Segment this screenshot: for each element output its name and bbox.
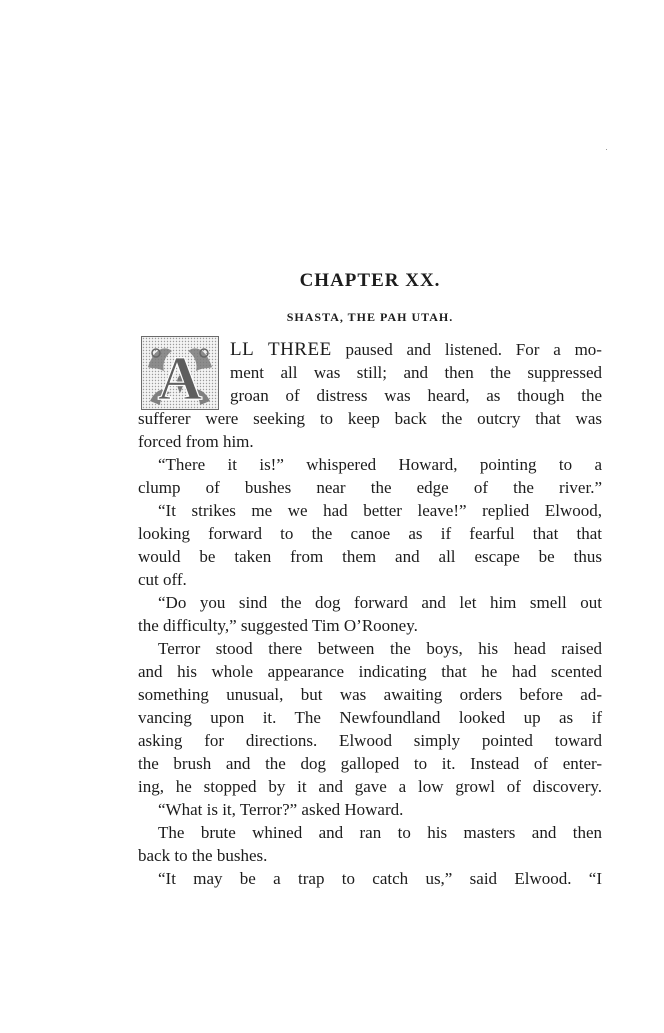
text-line: asking for directions. Elwood simply pointed toward [138,731,602,750]
text-line: forced from him. [138,432,254,451]
chapter-subtitle: SHASTA, THE PAH UTAH. [286,310,454,324]
text-line: “What is it, Terror?” asked Howard. [158,800,404,819]
chapter-title: CHAPTER XX. [299,270,441,291]
text-line: clump of bushes near the edge of the river.” [138,478,602,497]
text-line: vancing upon it. The Newfoundland looked up as if [138,708,602,727]
text-line: cut off. [138,570,187,589]
text-line: The brute whined and ran to his masters and then [158,823,602,842]
text-line: looking forward to the canoe as if fearful that that [138,524,602,543]
text-line: “It strikes me we had better leave!” replied Elwood, [158,501,602,520]
drop-cap-ornament-icon [142,337,218,409]
text-line: sufferer were seeking to keep back the outcry that was [138,409,602,428]
text-line: “There it is!” whispered Howard, pointing to a [158,455,602,474]
text-line: ing, he stopped by it and gave a low growl of discovery. [138,777,602,796]
text-line: ment all was still; and then the suppressed [230,363,602,382]
text-line: the difficulty,” suggested Tim O’Rooney. [138,616,418,635]
text-line: groan of distress was heard, as though the [230,386,602,405]
text-line: Terror stood there between the boys, his head raised [158,639,602,658]
text-line [230,339,602,361]
text-line: something unusual, but was awaiting orders before ad- [138,685,602,704]
text-line: would be taken from them and all escape be thus [138,547,602,566]
drop-cap-letter: A [157,345,203,409]
opening-line-rest: paused and listened. For a mo- [331,340,602,359]
opening-words: LL THREE [230,339,332,360]
stray-mark [606,149,607,150]
text-line: back to the bushes. [138,846,268,865]
text-line: “Do you sind the dog forward and let him smell out [158,593,602,612]
text-line: the brush and the dog galloped to it. Instead of enter- [138,754,602,773]
text-line: and his whole appearance indicating that he had scented [138,662,602,681]
ornamental-drop-cap [141,336,219,410]
text-line: “It may be a trap to catch us,” said Elwood. “I [158,869,602,888]
